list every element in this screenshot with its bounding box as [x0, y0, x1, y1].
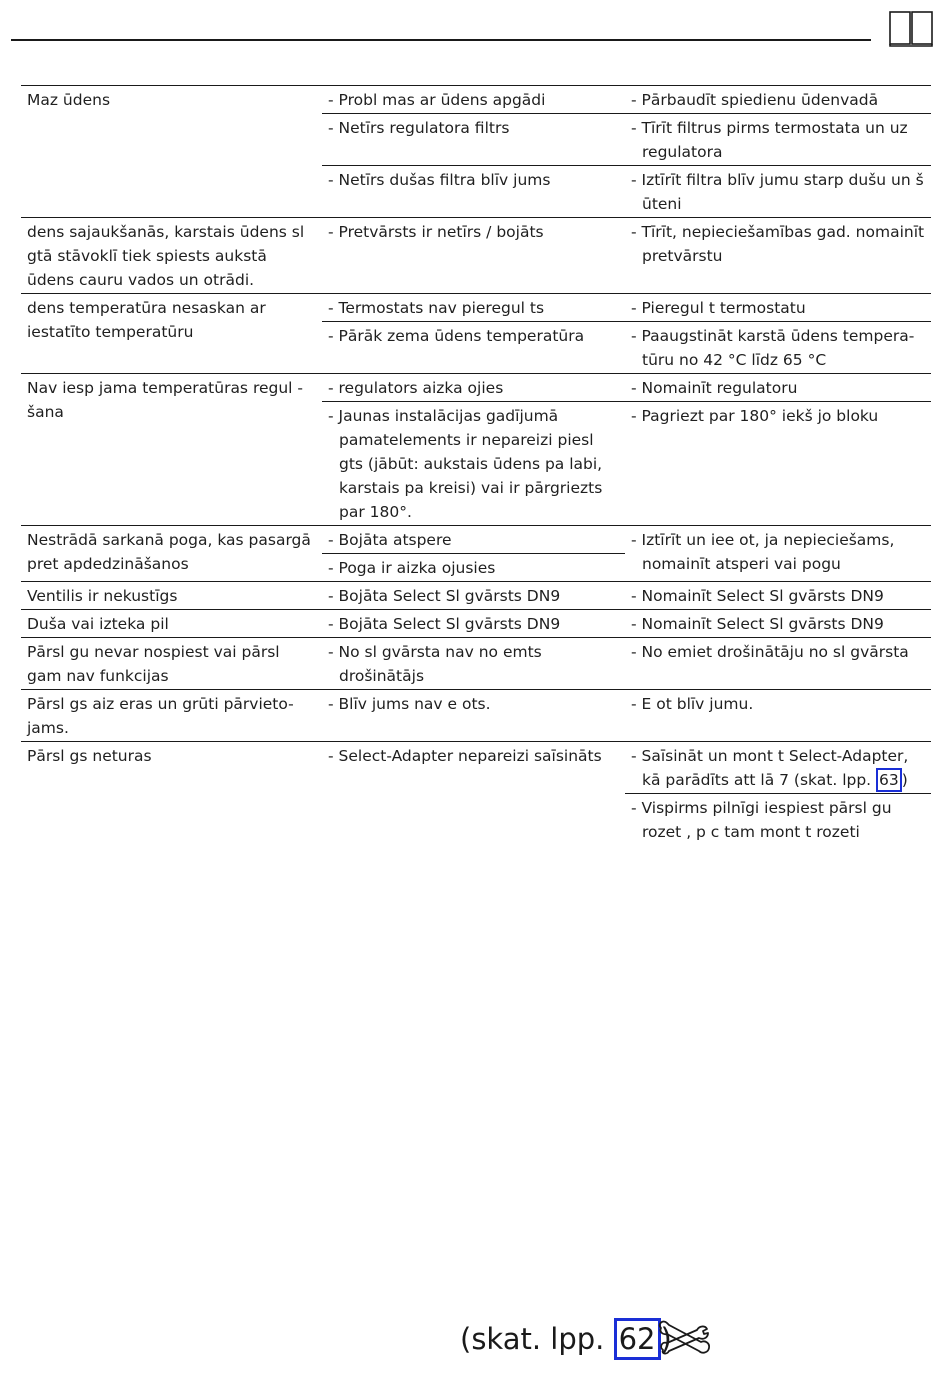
table-row	[21, 294, 931, 322]
page-link-63[interactable]: 63	[876, 768, 902, 792]
table-row	[21, 526, 931, 554]
cause-cell: - Select-Adapter nepareizi saīsināts	[322, 742, 625, 846]
page-link-62[interactable]: 62	[614, 1318, 661, 1360]
table-row	[21, 582, 931, 610]
table-row	[21, 218, 931, 294]
fix-cell: - Nomainīt Select Sl gvārsts DN9	[625, 610, 931, 638]
cause-cell: - Netīrs regulatora filtrs	[322, 114, 625, 166]
fix-cell: - Iztīrīt un iee ot, ja nepieciešams, nomainīt atsperi vai pogu	[625, 526, 931, 582]
cause-cell: - No sl gvārsta nav no emts drošinātājs	[322, 638, 625, 690]
cause-cell: - Pārāk zema ūdens temperatūra	[322, 322, 625, 374]
cause-cell: - Termostats nav pieregul ts	[322, 294, 625, 322]
table-row	[21, 610, 931, 638]
problem-cell: dens temperatūra nesaskan ar iestatīto temperatūru	[21, 294, 322, 374]
fix-cell: - Tīrīt filtrus pirms termostata un uz regulatora	[625, 114, 931, 166]
fix-cell: - Paaugstināt karstā ūdens tempera- tūru no 42 °C līdz 65 °C	[625, 322, 931, 374]
problem-cell: Nav iesp jama temperatūras regul - šana	[21, 374, 322, 526]
cause-cell: - Poga ir aizka ojusies	[322, 554, 625, 582]
book-icon	[888, 10, 934, 48]
table-row	[21, 374, 931, 402]
troubleshooting-table	[21, 85, 931, 845]
problem-cell: Maz ūdens	[21, 86, 322, 218]
table-row	[21, 690, 931, 742]
fix-cell: - Iztīrīt filtra blīv jumu starp dušu un š ūteni	[625, 166, 931, 218]
cause-cell: - Probl mas ar ūdens apgādi	[322, 86, 625, 114]
fix-cell: - Tīrīt, nepieciešamības gad. nomainīt pretvārstu	[625, 218, 931, 294]
table-row	[21, 638, 931, 690]
fix-cell: - Pārbaudīt spiedienu ūdenvadā	[625, 86, 931, 114]
problem-cell: dens sajaukšanās, karstais ūdens sl gtā stāvoklī tiek spiests aukstā ūdens cauru vados un otrādi.	[21, 218, 322, 294]
table-row	[21, 86, 931, 114]
fix-cell: - Pagriezt par 180° iekš jo bloku	[625, 402, 931, 526]
cause-cell: - Bojāta Select Sl gvārsts DN9	[322, 582, 625, 610]
footer-reference	[460, 1318, 672, 1360]
problem-cell: Nestrādā sarkanā poga, kas pasargā pret apdedzināšanos	[21, 526, 322, 582]
fix-text-tail: )	[901, 771, 908, 789]
fix-cell: - Nomainīt Select Sl gvārsts DN9	[625, 582, 931, 610]
footer-prefix: (skat. lpp.	[460, 1322, 605, 1356]
header-rule	[11, 39, 871, 41]
problem-cell: Pārsl gu nevar nospiest vai pārsl gam nav funkcijas	[21, 638, 322, 690]
problem-cell: Ventilis ir nekustīgs	[21, 582, 322, 610]
table-row	[21, 742, 931, 794]
fix-cell: - No emiet drošinātāju no sl gvārsta	[625, 638, 931, 690]
footer-suffix: )	[660, 1322, 672, 1356]
fix-cell: - Vispirms pilnīgi iespiest pārsl gu rozet , p c tam mont t rozeti	[625, 794, 931, 846]
problem-cell: Pārsl gs neturas	[21, 742, 322, 846]
cause-cell: - Jaunas instalācijas gadījumā pamatelements ir nepareizi piesl gts (jābūt: aukstais ūdens pa labi, karstais pa kreisi) vai ir pārgriezts par 180°.	[322, 402, 625, 526]
problem-cell: Duša vai izteka pil	[21, 610, 322, 638]
cause-cell: - Netīrs dušas filtra blīv jums	[322, 166, 625, 218]
cause-cell: - Bojāta Select Sl gvārsts DN9	[322, 610, 625, 638]
fix-cell: - Nomainīt regulatoru	[625, 374, 931, 402]
problem-cell: Pārsl gs aiz eras un grūti pārvieto- jams.	[21, 690, 322, 742]
fix-text: - Saīsināt un mont t Select-Adapter, kā parādīts att lā 7 (skat. lpp.	[631, 747, 909, 789]
fix-cell	[625, 742, 931, 794]
cause-cell: - Blīv jums nav e ots.	[322, 690, 625, 742]
cause-cell: - Bojāta atspere	[322, 526, 625, 554]
fix-cell: - Pieregul t termostatu	[625, 294, 931, 322]
fix-cell: - E ot blīv jumu.	[625, 690, 931, 742]
wrench-icon	[655, 1320, 711, 1358]
cause-cell: - Pretvārsts ir netīrs / bojāts	[322, 218, 625, 294]
cause-cell: - regulators aizka ojies	[322, 374, 625, 402]
